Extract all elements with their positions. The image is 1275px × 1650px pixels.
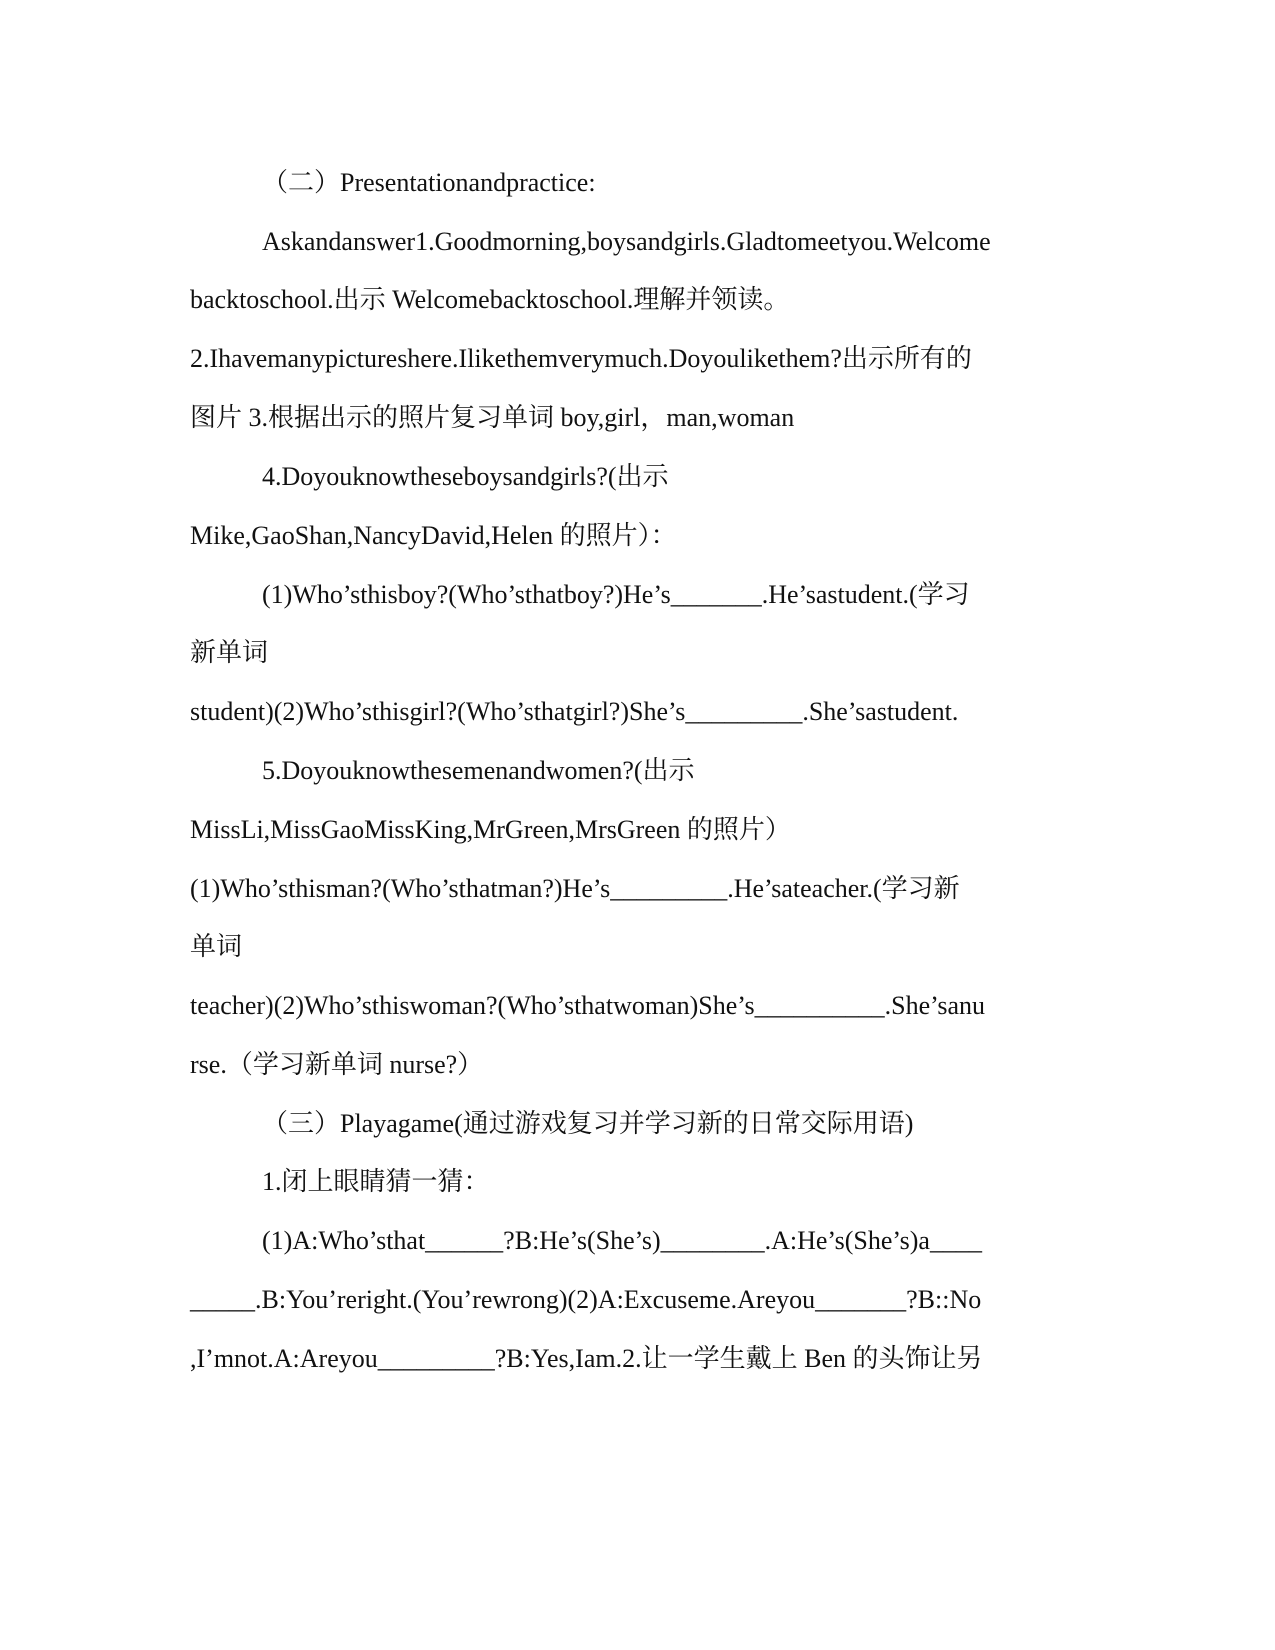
paragraph-line: rse.（学习新单词 nurse?） xyxy=(190,1050,484,1079)
paragraph-line: 单词 xyxy=(190,932,243,961)
paragraph-line: 1.闭上眼睛猜一猜： xyxy=(262,1167,490,1196)
paragraph-line: _____.B:You’reright.(You’rewrong)(2)A:Excuseme.Areyou_______?B::No xyxy=(190,1285,982,1314)
paragraph-line: (1)Who’sthisboy?(Who’sthatboy?)He’s_______.He’sastudent.(学习 xyxy=(262,580,970,609)
paragraph-line: ,I’mnot.A:Areyou_________?B:Yes,Iam.2.让一学生戴上 Ben 的头饰让另 xyxy=(190,1344,983,1373)
section-heading-presentation: （二）Presentationandpractice: xyxy=(262,168,596,197)
paragraph-line: (1)A:Who’sthat______?B:He’s(She’s)________.A:He’s(She’s)a____ xyxy=(262,1226,982,1255)
paragraph-line: 2.Ihavemanypictureshere.Ilikethemverymuch.Doyoulikethem?出示所有的 xyxy=(190,344,972,373)
paragraph-line: teacher)(2)Who’sthiswoman?(Who’sthatwoman)She’s__________.She’sanu xyxy=(190,991,985,1020)
paragraph-line: Askandanswer1.Goodmorning,boysandgirls.Gladtomeetyou.Welcome xyxy=(262,227,991,256)
paragraph-line: 5.Doyouknowthesemenandwomen?(出示 xyxy=(262,756,695,785)
paragraph-line: backtoschool.出示 Welcomebacktoschool.理解并领读。 xyxy=(190,285,790,314)
paragraph-line: 图片 3.根据出示的照片复习单词 boy,girl，man,woman xyxy=(190,403,795,432)
paragraph-line: 新单词 xyxy=(190,638,269,667)
section-heading-game: （三）Playagame(通过游戏复习并学习新的日常交际用语) xyxy=(262,1109,914,1138)
paragraph-line: 4.Doyouknowtheseboysandgirls?(出示 xyxy=(262,462,669,491)
paragraph-line: MissLi,MissGaoMissKing,MrGreen,MrsGreen 的照片） xyxy=(190,815,791,844)
paragraph-line: student)(2)Who’sthisgirl?(Who’sthatgirl?)She’s_________.She’sastudent. xyxy=(190,697,959,726)
paragraph-line: (1)Who’sthisman?(Who’sthatman?)He’s_________.He’sateacher.(学习新 xyxy=(190,874,960,903)
paragraph-line: Mike,GaoShan,NancyDavid,Helen 的照片）： xyxy=(190,521,677,550)
